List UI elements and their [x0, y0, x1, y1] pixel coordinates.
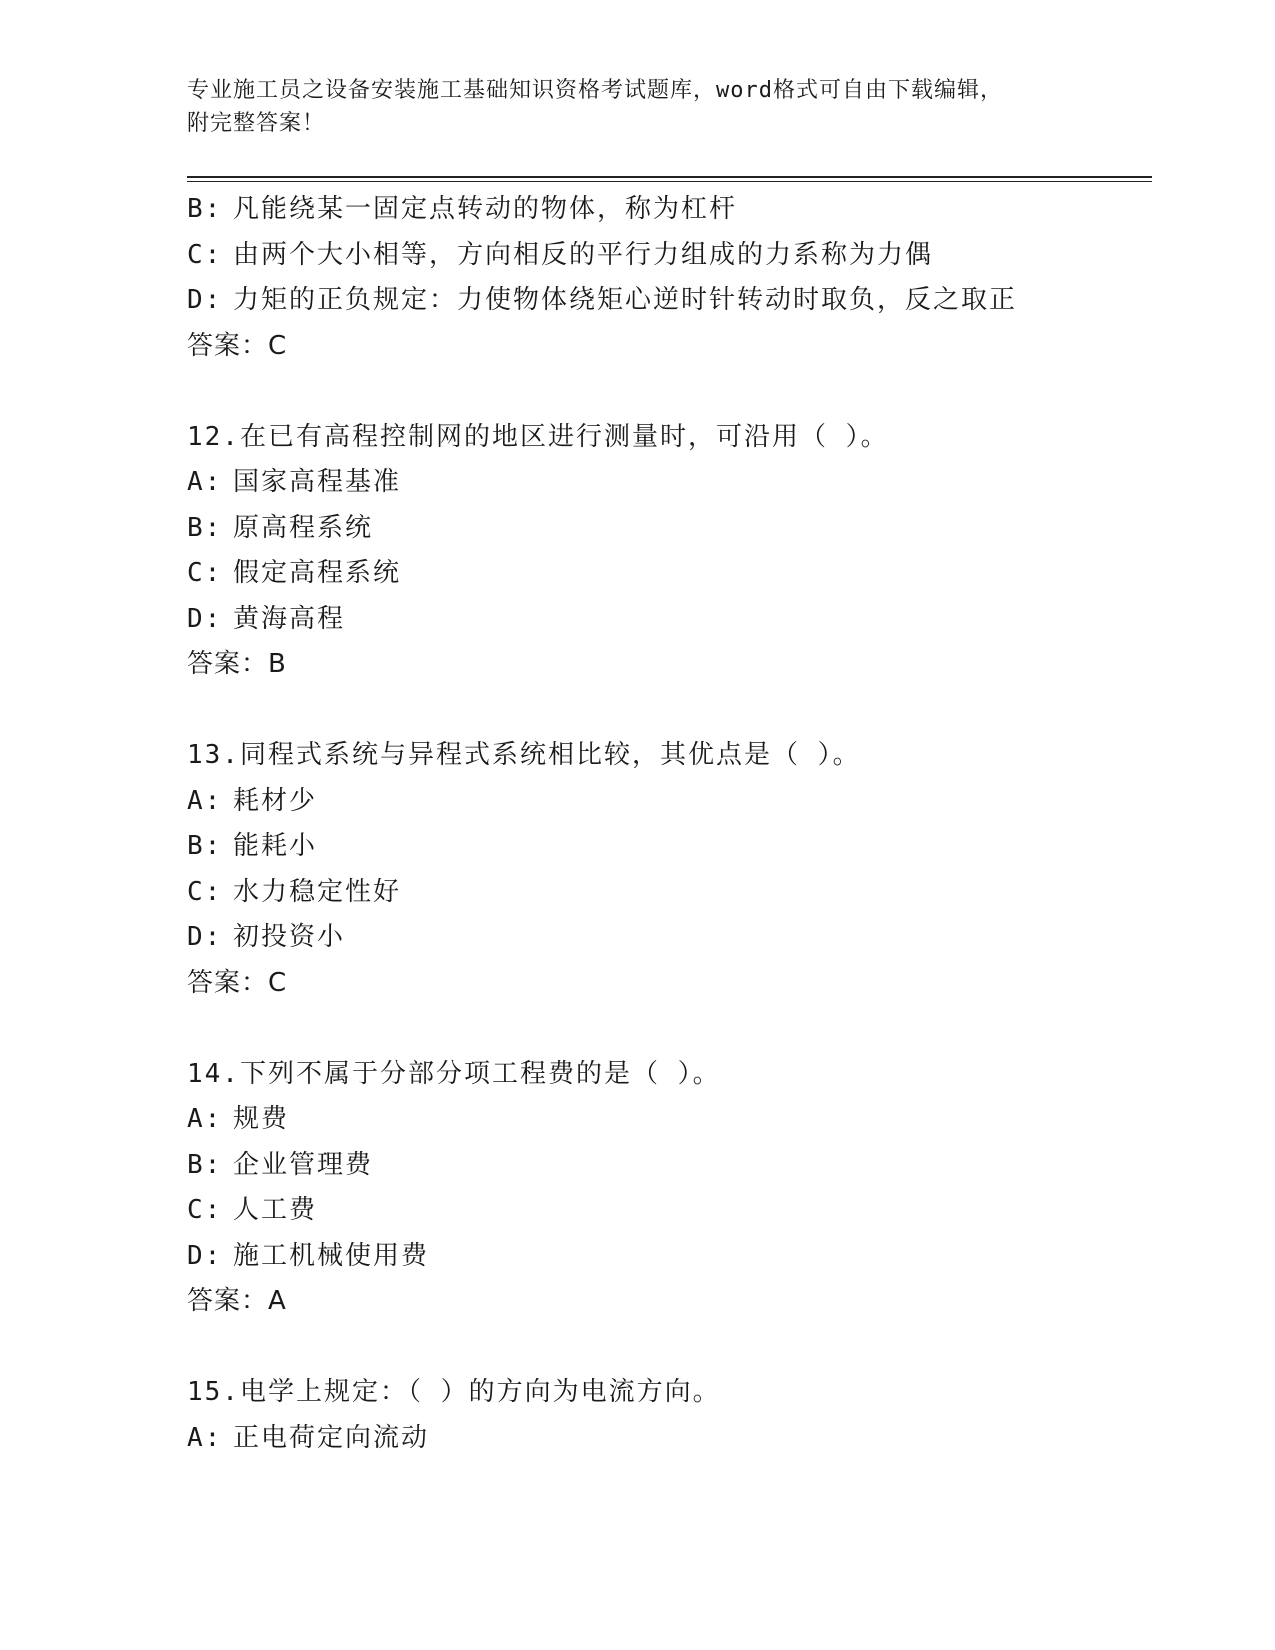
option-letter: C:	[187, 1195, 223, 1225]
option-letter: A:	[187, 785, 223, 816]
option-letter: C:	[187, 876, 223, 907]
option-text: 假定高程系统	[233, 558, 402, 588]
option-c	[187, 233, 1152, 279]
option-text: 人工费	[233, 1195, 318, 1225]
option-letter: D:	[187, 922, 223, 952]
question-block-15	[187, 1370, 1152, 1461]
option-text: 原高程系统	[233, 512, 374, 543]
option-d	[187, 278, 1152, 324]
option-a	[187, 1097, 1152, 1143]
option-d	[187, 915, 1152, 961]
option-a	[187, 460, 1152, 506]
option-letter: C:	[187, 239, 223, 270]
header-line-2: 附完整答案！	[187, 111, 326, 136]
option-text: 由两个大小相等，方向相反的平行力组成的力系称为力偶	[233, 239, 934, 270]
question-list	[187, 187, 1152, 1461]
option-text: 正电荷定向流动	[233, 1422, 430, 1453]
header-line-1: 专业施工员之设备安装施工基础知识资格考试题库，word格式可自由下载编辑，	[187, 78, 1003, 103]
option-letter: A:	[187, 467, 223, 497]
option-text: 耗材少	[233, 785, 318, 816]
block-spacer	[187, 1325, 1152, 1371]
answer-line: 答案：A	[187, 1286, 287, 1316]
option-text: 初投资小	[233, 922, 346, 952]
question-stem: 13.同程式系统与异程式系统相比较，其优点是（ ）。	[187, 740, 861, 770]
question-stem: 15.电学上规定：（ ）的方向为电流方向。	[187, 1377, 721, 1407]
question-stem: 12.在已有高程控制网的地区进行测量时，可沿用（ ）。	[187, 421, 889, 452]
question-block-14	[187, 1052, 1152, 1325]
option-c	[187, 870, 1152, 916]
option-letter: B:	[187, 1149, 223, 1180]
answer-line: 答案：C	[187, 967, 288, 998]
answer-line: 答案：C	[187, 330, 288, 361]
option-letter: C:	[187, 558, 223, 588]
option-text: 水力稳定性好	[233, 876, 402, 907]
option-d	[187, 1234, 1152, 1280]
option-a	[187, 779, 1152, 825]
block-spacer	[187, 369, 1152, 415]
question-block-13	[187, 733, 1152, 1006]
option-letter: A:	[187, 1422, 223, 1453]
option-text: 能耗小	[233, 831, 318, 861]
block-spacer	[187, 688, 1152, 734]
option-letter: B:	[187, 831, 223, 861]
option-text: 黄海高程	[233, 603, 346, 634]
option-a	[187, 1416, 1152, 1462]
option-b	[187, 824, 1152, 870]
option-letter: B:	[187, 194, 223, 224]
question-block-12	[187, 415, 1152, 688]
option-letter: D:	[187, 1240, 223, 1271]
option-c	[187, 551, 1152, 597]
option-text: 国家高程基准	[233, 467, 402, 497]
header-rule-thin	[187, 181, 1152, 182]
option-b	[187, 187, 1152, 233]
answer-line: 答案：B	[187, 649, 287, 679]
option-b	[187, 506, 1152, 552]
question-stem: 14.下列不属于分部分项工程费的是（ ）。	[187, 1058, 721, 1089]
option-letter: D:	[187, 285, 223, 315]
header-rule-thick	[187, 176, 1152, 178]
option-text: 企业管理费	[233, 1149, 374, 1180]
option-letter: D:	[187, 603, 223, 634]
option-text: 规费	[233, 1104, 290, 1134]
option-text: 凡能绕某一固定点转动的物体，称为杠杆	[233, 194, 738, 224]
document-header	[187, 74, 1087, 140]
option-text: 施工机械使用费	[233, 1240, 430, 1271]
option-b	[187, 1143, 1152, 1189]
option-d	[187, 597, 1152, 643]
question-block-11	[187, 187, 1152, 369]
option-text: 力矩的正负规定：力使物体绕矩心逆时针转动时取负，反之取正	[233, 285, 1018, 315]
block-spacer	[187, 1006, 1152, 1052]
option-letter: A:	[187, 1104, 223, 1134]
option-c	[187, 1188, 1152, 1234]
option-letter: B:	[187, 512, 223, 543]
